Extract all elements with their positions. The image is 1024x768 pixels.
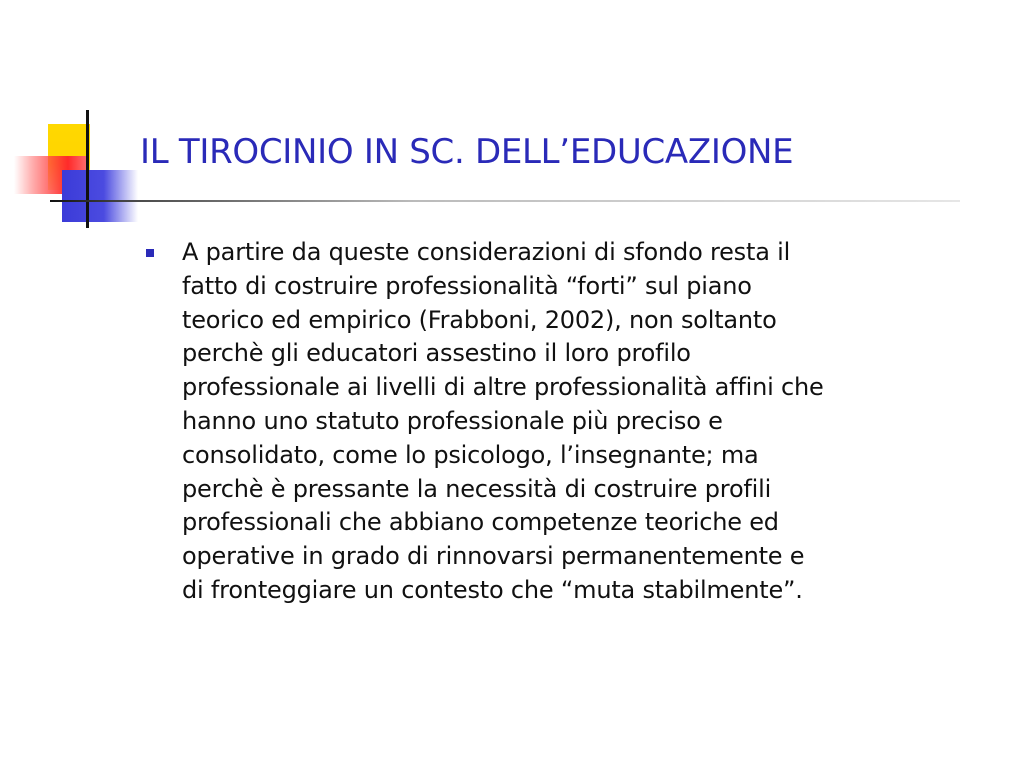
decorative-vertical-line xyxy=(86,110,89,228)
square-bullet-icon xyxy=(146,249,154,257)
slide-title: IL TIROCINIO IN SC. DELL’EDUCAZIONE xyxy=(140,132,794,172)
title-underline-divider xyxy=(50,200,960,202)
bullet-list xyxy=(146,236,1012,608)
decorative-blue-square xyxy=(62,170,138,222)
bullet-text: A partire da queste considerazioni di sfondo resta il fatto di costruire professionalità “forti” sul piano teorico ed empirico (Frabboni, 2002), non soltanto perchè gli educatori assestino il loro profilo professionale ai livelli di altre professionalità affini che hanno uno statuto professionale più preciso e consolidato, come lo psicologo, l’insegnante; ma perchè è pressante la necessità di costruire profili professionali che abbiano competenze teoriche ed operative in grado di rinnovarsi permanentemente e di fronteggiare un contesto che “muta stabilmente”. xyxy=(182,238,824,604)
bullet-item xyxy=(146,236,1012,608)
